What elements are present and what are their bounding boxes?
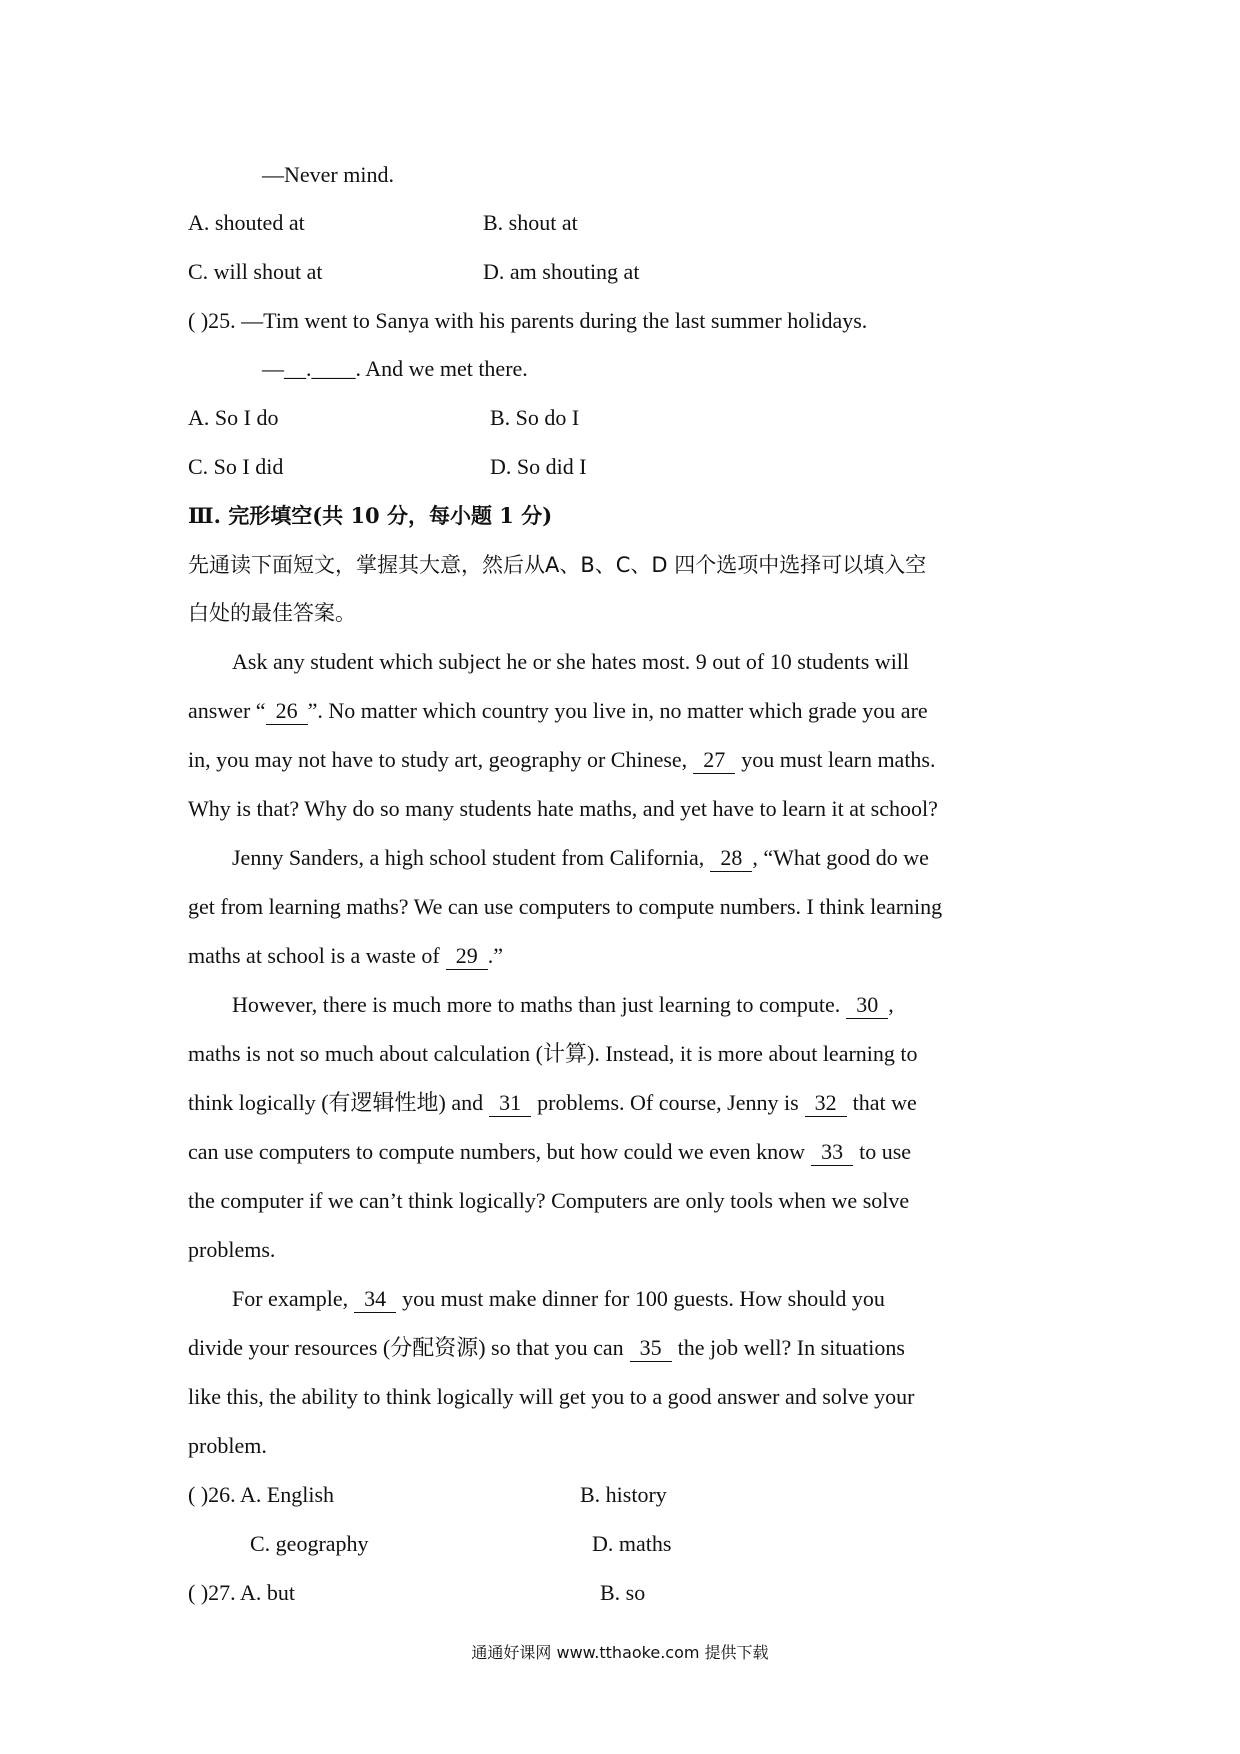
blank-29: 29 xyxy=(446,943,488,970)
text-run: think logically (有逻辑性地) and xyxy=(188,1090,484,1115)
passage-line xyxy=(188,1333,905,1363)
text-run: you must learn maths. xyxy=(741,747,936,772)
section-instruction-2: 白处的最佳答案。 xyxy=(188,601,356,625)
q24-reply: —Never mind. xyxy=(262,162,394,187)
text-run: Jenny Sanders, a high school student from California, xyxy=(232,845,705,870)
passage-line: maths is not so much about calculation (计算). Instead, it is more about learning to xyxy=(188,1041,918,1066)
blank-27: 27 xyxy=(693,747,735,774)
passage-line: Ask any student which subject he or she hates most. 9 out of 10 students will xyxy=(232,649,910,674)
passage-line: like this, the ability to think logically will get you to a good answer and solve your xyxy=(188,1384,915,1409)
text-run: ”. No matter which country you live in, no matter which grade you are xyxy=(307,698,928,723)
passage-line: the computer if we can’t think logically? Computers are only tools when we solve xyxy=(188,1188,910,1213)
text-run: , “What good do we xyxy=(752,845,929,870)
passage-line xyxy=(188,745,936,775)
q26-option-b: B. history xyxy=(580,1482,667,1507)
passage-line: get from learning maths? We can use computers to compute numbers. I think learning xyxy=(188,894,943,919)
passage-line: Why is that? Why do so many students hate maths, and yet have to learn it at school? xyxy=(188,796,938,821)
section-heading: Ⅲ. 完形填空(共 10 分，每小题 1 分) xyxy=(188,503,553,528)
passage-line: problem. xyxy=(188,1433,267,1458)
passage-line xyxy=(188,1137,911,1167)
text-run: maths at school is a waste of xyxy=(188,943,440,968)
text-run: divide your resources (分配资源) so that you can xyxy=(188,1335,624,1360)
q27-option-b: B. so xyxy=(600,1580,646,1605)
blank-32: 32 xyxy=(805,1090,847,1117)
blank-26: 26 xyxy=(266,698,308,725)
q25-option-a: A. So I do xyxy=(188,405,279,430)
text-run: to use xyxy=(859,1139,912,1164)
q27-option-a: ( )27. A. but xyxy=(188,1580,295,1605)
blank-30: 30 xyxy=(846,992,888,1019)
passage-line: problems. xyxy=(188,1237,276,1262)
passage-line xyxy=(188,696,928,726)
passage-line xyxy=(188,941,503,971)
q25-stem: ( )25. —Tim went to Sanya with his parents during the last summer holidays. xyxy=(188,308,868,333)
blank-34: 34 xyxy=(354,1286,396,1313)
q24-option-c: C. will shout at xyxy=(188,259,323,284)
q26-option-c: C. geography xyxy=(250,1531,369,1556)
text-run: in, you may not have to study art, geography or Chinese, xyxy=(188,747,688,772)
text-run: For example, xyxy=(232,1286,349,1311)
q25-reply xyxy=(262,354,528,384)
text-run: .” xyxy=(487,943,503,968)
blank-28: 28 xyxy=(710,845,752,872)
q25-option-c: C. So I did xyxy=(188,454,284,479)
blank-35: 35 xyxy=(630,1335,672,1362)
q25-option-b: B. So do I xyxy=(490,405,580,430)
text-run: you must make dinner for 100 guests. How should you xyxy=(402,1286,885,1311)
q25-reply-prefix: — xyxy=(262,356,284,381)
text-run: can use computers to compute numbers, but how could we even know xyxy=(188,1139,806,1164)
text-run: problems. Of course, Jenny is xyxy=(537,1090,799,1115)
section-instruction-1: 先通读下面短文，掌握其大意，然后从A、B、C、D 四个选项中选择可以填入空 xyxy=(188,553,927,577)
text-run: However, there is much more to maths than just learning to compute. xyxy=(232,992,841,1017)
q26-option-a: ( )26. A. English xyxy=(188,1482,335,1507)
page-footer: 通通好课网 www.tthaoke.com 提供下载 xyxy=(471,1643,769,1662)
passage-line xyxy=(232,1284,885,1314)
passage-line xyxy=(188,1088,917,1118)
blank-33: 33 xyxy=(811,1139,853,1166)
passage-line xyxy=(232,990,894,1020)
q25-reply-blank: __.____ xyxy=(284,356,356,381)
q24-option-a: A. shouted at xyxy=(188,210,305,235)
passage-line xyxy=(232,843,929,873)
q24-option-b: B. shout at xyxy=(483,210,578,235)
text-run: answer “ xyxy=(188,698,266,723)
blank-31: 31 xyxy=(489,1090,531,1117)
q25-reply-suffix: . And we met there. xyxy=(355,356,528,381)
q25-option-d: D. So did I xyxy=(490,454,587,479)
text-run: that we xyxy=(852,1090,917,1115)
q26-option-d: D. maths xyxy=(592,1531,672,1556)
text-run: , xyxy=(888,992,894,1017)
text-run: the job well? In situations xyxy=(677,1335,905,1360)
q24-option-d: D. am shouting at xyxy=(483,259,640,284)
